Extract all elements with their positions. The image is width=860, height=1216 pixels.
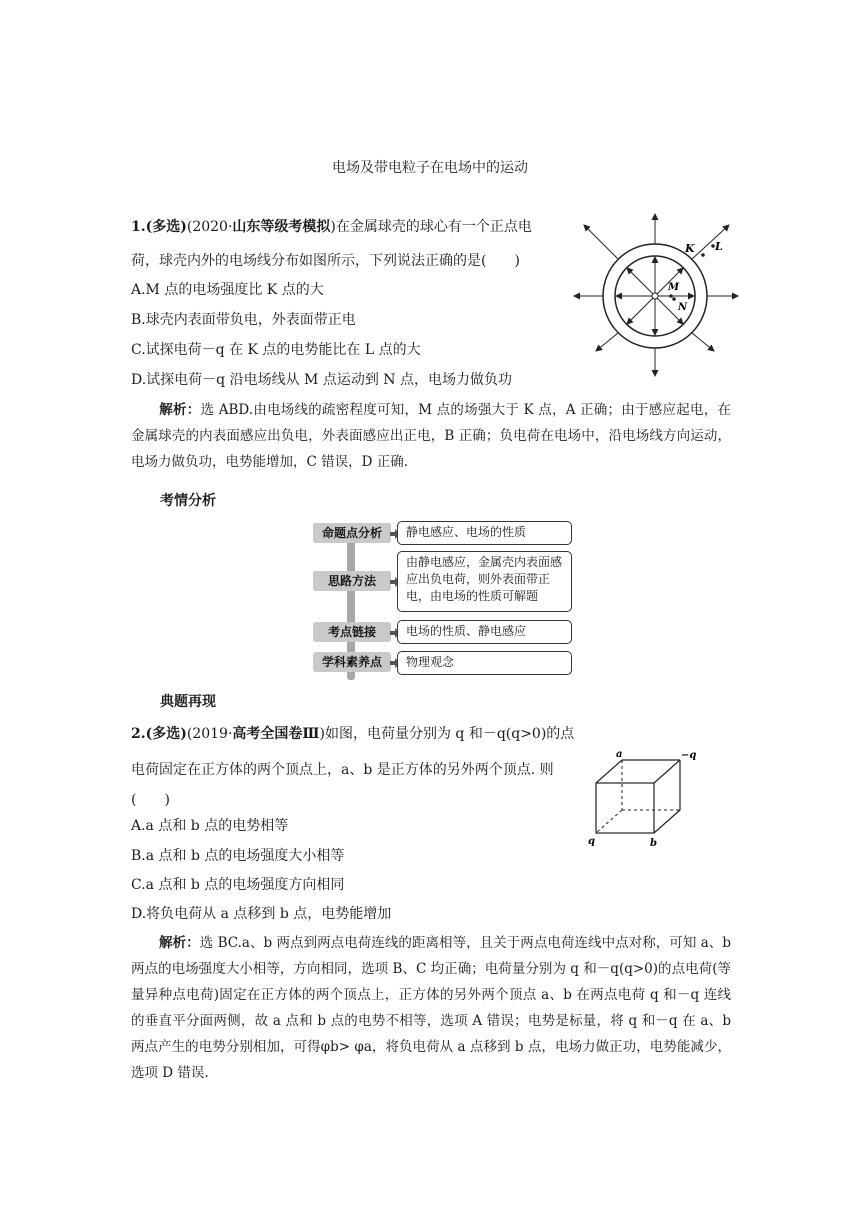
q2-analysis-label: 解析： [159, 935, 200, 951]
q1-stem-line2: 荷，球壳内外的电场线分布如图所示，下列说法正确的是( ) [131, 253, 520, 269]
flowchart-content-kaodian: 电场的性质、静电感应 [397, 620, 572, 644]
q1-stem-line1 [131, 217, 532, 237]
flowchart-label-xueke: 学科素养点 [313, 652, 391, 672]
q1-source-name: 山东等级考模拟 [232, 219, 331, 235]
q1-option-c: C.试探电荷－q 在 K 点的电势能比在 L 点的大 [131, 342, 421, 358]
q1-source-close: ) [330, 219, 336, 235]
flowchart-content-mingtidian: 静电感应、电场的性质 [397, 521, 572, 545]
q1-source-open: (2020· [186, 219, 233, 235]
point-k [701, 253, 705, 257]
label-m: M [668, 282, 680, 293]
q1-field-figure [572, 210, 742, 380]
section-kaoqing-heading: 考情分析 [160, 493, 216, 509]
q2-source-open: (2019· [186, 726, 233, 742]
q2-analysis [131, 930, 731, 1086]
q2-option-a: A.a 点和 b 点的电势相等 [131, 818, 289, 834]
q1-analysis [131, 397, 731, 475]
label-a: a [616, 749, 623, 760]
q1-option-d: D.试探电荷－q 沿电场线从 M 点运动到 N 点，电场力做负功 [131, 372, 512, 388]
center-charge [652, 293, 658, 299]
flowchart-label-kaodian: 考点链接 [313, 622, 391, 642]
label-n: N [678, 302, 688, 313]
q2-cube-figure [584, 746, 700, 850]
q2-analysis-text: 选 BC.a、b 两点到两点电荷连线的距离相等，且关于两点电荷连线中点对称，可知 a、b 两点的电场强度大小相等，方向相同，选项 B、C 均正确；电荷量分别为 q 和－q(q>0)的点电荷(等量异种点电荷)固定在正方体的两个顶点上，正方体的另外两个顶点 a、b 在两点电荷 q 和－q 连线的垂直平分面两侧，故 a 点和 b 点的电势不相等，选项 A 错误；电势是标量，将 q 和－q 在 a、b 两点产生的电势分别相加，可得φb> φa，将负电荷从 a 点移到 b 点，电场力做正功，电势能减少，选项 D 错误. [131, 935, 731, 1081]
label-neg-q: −q [681, 750, 697, 761]
point-n [672, 297, 676, 301]
q2-source-close: ) [319, 726, 325, 742]
q2-option-d: D.将负电荷从 a 点移到 b 点，电势能增加 [131, 906, 392, 922]
q2-stem-line2: 电荷固定在正方体的两个顶点上，a、b 是正方体的另外两个顶点. 则 [131, 762, 554, 778]
q2-tag: (多选) [145, 726, 187, 742]
label-b: b [650, 838, 657, 849]
q2-stem-line1 [131, 724, 574, 744]
q2-source-name: 高考全国卷Ⅲ [232, 726, 320, 742]
q1-tag: (多选) [145, 219, 187, 235]
q1-analysis-label: 解析： [159, 402, 201, 418]
flowchart-label-silu: 思路方法 [313, 571, 391, 591]
q1-stem-text1: 在金属球壳的球心有一个正点电 [335, 219, 532, 235]
page-title: 电场及带电粒子在电场中的运动 [332, 160, 528, 176]
flowchart-label-mingtidian: 命题点分析 [313, 523, 391, 543]
q1-option-a: A.M 点的电场强度比 K 点的大 [131, 282, 324, 298]
section-dianti-heading: 典题再现 [160, 694, 216, 710]
label-q: q [588, 836, 595, 847]
label-l: L [715, 240, 723, 253]
q1-option-b: B.球壳内表面带负电，外表面带正电 [131, 312, 356, 328]
q1-number: 1. [131, 219, 146, 235]
q2-option-c: C.a 点和 b 点的电场强度方向相同 [131, 877, 345, 893]
flowchart-content-xueke: 物理观念 [397, 651, 572, 675]
q2-option-b: B.a 点和 b 点的电场强度大小相等 [131, 848, 345, 864]
q2-stem-text1: 如图，电荷量分别为 q 和－q(q>0)的点 [324, 726, 575, 742]
label-k: K [685, 242, 695, 255]
flowchart-content-silu: 由静电感应，金属壳内表面感应出负电荷，则外表面带正电，由电场的性质可解题 [397, 551, 572, 612]
q2-number: 2. [131, 726, 146, 742]
q1-analysis-text: 选 ABD.由电场线的疏密程度可知，M 点的场强大于 K 点，A 正确；由于感应起电，在金属球壳的内表面感应出负电，外表面感应出正电，B 正确；负电荷在电场中，沿电场线方向运动，电场力做负功，电势能增加，C 错误，D 正确. [131, 402, 731, 470]
q2-stem-line3: ( ) [131, 792, 170, 808]
point-m [669, 294, 673, 298]
